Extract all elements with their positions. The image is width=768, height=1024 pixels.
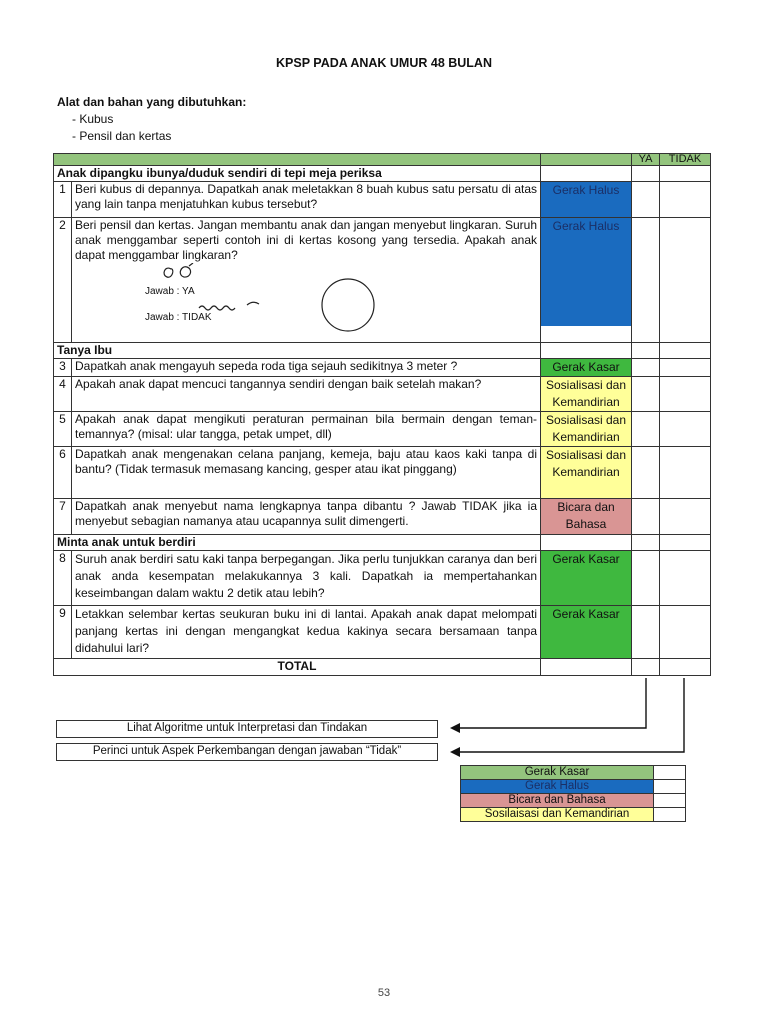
section-label: Anak dipangku ibunya/duduk sendiri di tepi meja periksa <box>54 166 541 182</box>
answer-ya-cell[interactable] <box>632 606 660 659</box>
total-tidak-cell[interactable] <box>660 659 711 676</box>
answer-tidak-cell[interactable] <box>660 551 711 606</box>
answer-tidak-cell[interactable] <box>660 182 711 218</box>
perinci-box: Perinci untuk Aspek Perkembangan dengan jawaban “Tidak” <box>56 743 438 761</box>
table-row <box>54 182 711 218</box>
section-row <box>54 535 711 551</box>
answer-ya-cell[interactable] <box>632 218 660 343</box>
row-question: Dapatkah anak mengayuh sepeda roda tiga sejauh sedikitnya 3 meter ? <box>72 359 541 377</box>
table-row <box>54 377 711 412</box>
answer-ya-cell[interactable] <box>632 359 660 377</box>
row-number: 7 <box>54 499 72 535</box>
legend-label: Gerak Halus <box>461 780 654 794</box>
category-cell <box>541 218 632 343</box>
answer-tidak-cell[interactable] <box>660 447 711 499</box>
row-number: 1 <box>54 182 72 218</box>
page-title: KPSP PADA ANAK UMUR 48 BULAN <box>276 56 492 70</box>
category-cell: Gerak Kasar <box>541 606 632 659</box>
table-header-row <box>54 154 711 166</box>
answer-ya-cell[interactable] <box>632 447 660 499</box>
row-question: Dapatkah anak mengenakan celana panjang, kemeja, baju atau kaos kaki tanpa di bantu? (Tidak termasuk memasang kancing, gesper atau ikat pinggang) <box>72 447 541 499</box>
answer-ya-cell[interactable] <box>632 499 660 535</box>
table-row <box>54 412 711 447</box>
row-number: 9 <box>54 606 72 659</box>
row-question: Dapatkah anak menyebut nama lengkapnya tanpa dibantu ? Jawab TIDAK jika ia menyebut sebagian namanya atau ucapannya sulit dimengerti. <box>72 499 541 535</box>
answer-tidak-cell[interactable] <box>660 606 711 659</box>
legend-item <box>461 808 686 822</box>
answer-ya-cell[interactable] <box>632 182 660 218</box>
row-question: Beri kubus di depannya. Dapatkah anak meletakkan 8 buah kubus satu persatu di atas yang lain tanpa menjatuhkan kubus tersebut? <box>72 182 541 218</box>
row-number: 2 <box>54 218 72 343</box>
table-row <box>54 447 711 499</box>
answer-ya-cell[interactable] <box>632 551 660 606</box>
row-question: Apakah anak dapat mencuci tangannya sendiri dengan baik setelah makan? <box>72 377 541 412</box>
legend-label: Gerak Kasar <box>461 766 654 780</box>
legend-label: Sosilaisasi dan Kemandirian <box>461 808 654 822</box>
total-ya-cell[interactable] <box>632 659 660 676</box>
total-row <box>54 659 711 676</box>
section-row <box>54 166 711 182</box>
row-number: 5 <box>54 412 72 447</box>
category-label: Gerak Halus <box>541 218 631 326</box>
answer-tidak-cell[interactable] <box>660 412 711 447</box>
circle-drawing-example <box>75 263 537 335</box>
col-tidak-header: TIDAK <box>660 154 711 166</box>
page-number: 53 <box>377 987 391 999</box>
category-cell: Bicara dan Bahasa <box>541 499 632 535</box>
total-label: TOTAL <box>54 659 541 676</box>
legend-item <box>461 794 686 808</box>
legend-item <box>461 780 686 794</box>
row-question: Suruh anak berdiri satu kaki tanpa berpegangan. Jika perlu tunjukkan caranya dan beri anak anda kesempatan melakukannya 3 kali. Dapatkah ia mempertahankan keseimbangan dalam waktu 2 detik atau lebih? <box>72 551 541 606</box>
section-row <box>54 343 711 359</box>
category-legend <box>460 765 686 822</box>
kpsp-table <box>53 153 711 676</box>
materials-heading: Alat dan bahan yang dibutuhkan: <box>57 95 247 109</box>
section-label: Minta anak untuk berdiri <box>54 535 541 551</box>
row-number: 6 <box>54 447 72 499</box>
material-item-kubus: - Kubus <box>72 112 114 126</box>
category-cell: Gerak Kasar <box>541 551 632 606</box>
category-cell: Gerak Halus <box>541 182 632 218</box>
answer-ya-cell[interactable] <box>632 377 660 412</box>
answer-tidak-cell[interactable] <box>660 359 711 377</box>
row-number: 8 <box>54 551 72 606</box>
algoritme-box: Lihat Algoritme untuk Interpretasi dan Tindakan <box>56 720 438 738</box>
category-cell: Gerak Kasar <box>541 359 632 377</box>
jawab-ya-label: Jawab : YA <box>145 286 195 297</box>
category-cell: Sosialisasi dan Kemandirian <box>541 377 632 412</box>
answer-tidak-cell[interactable] <box>660 499 711 535</box>
jawab-tidak-label: Jawab : TIDAK <box>145 312 212 323</box>
row-question: Apakah anak dapat mengikuti peraturan permainan bila bermain dengan teman-temannya? (misal: ular tangga, petak umpet, dll) <box>72 412 541 447</box>
answer-tidak-cell[interactable] <box>660 218 711 343</box>
col-ya-header: YA <box>632 154 660 166</box>
row-question: Letakkan selembar kertas seukuran buku ini di lantai. Apakah anak dapat melompati panjang kertas ini dengan mengangkat kedua kakinya secara bersamaan tanpa didahului lari? <box>72 606 541 659</box>
legend-label: Bicara dan Bahasa <box>461 794 654 808</box>
row-number: 3 <box>54 359 72 377</box>
material-item-pensil: - Pensil dan kertas <box>72 129 172 143</box>
table-row <box>54 359 711 377</box>
table-row <box>54 551 711 606</box>
category-cell: Sosialisasi dan Kemandirian <box>541 447 632 499</box>
table-row <box>54 499 711 535</box>
answer-ya-cell[interactable] <box>632 412 660 447</box>
category-cell: Sosialisasi dan Kemandirian <box>541 412 632 447</box>
row-number: 4 <box>54 377 72 412</box>
table-row <box>54 606 711 659</box>
legend-item <box>461 766 686 780</box>
answer-tidak-cell[interactable] <box>660 377 711 412</box>
section-label: Tanya Ibu <box>54 343 541 359</box>
table-row <box>54 218 711 343</box>
row-question: Beri pensil dan kertas. Jangan membantu anak dan jangan menyebut lingkaran. Suruh anak menggambar seperti contoh ini di kertas kosong yang tersedia. Apakah anak dapat menggambar lingkaran? <box>75 218 537 262</box>
